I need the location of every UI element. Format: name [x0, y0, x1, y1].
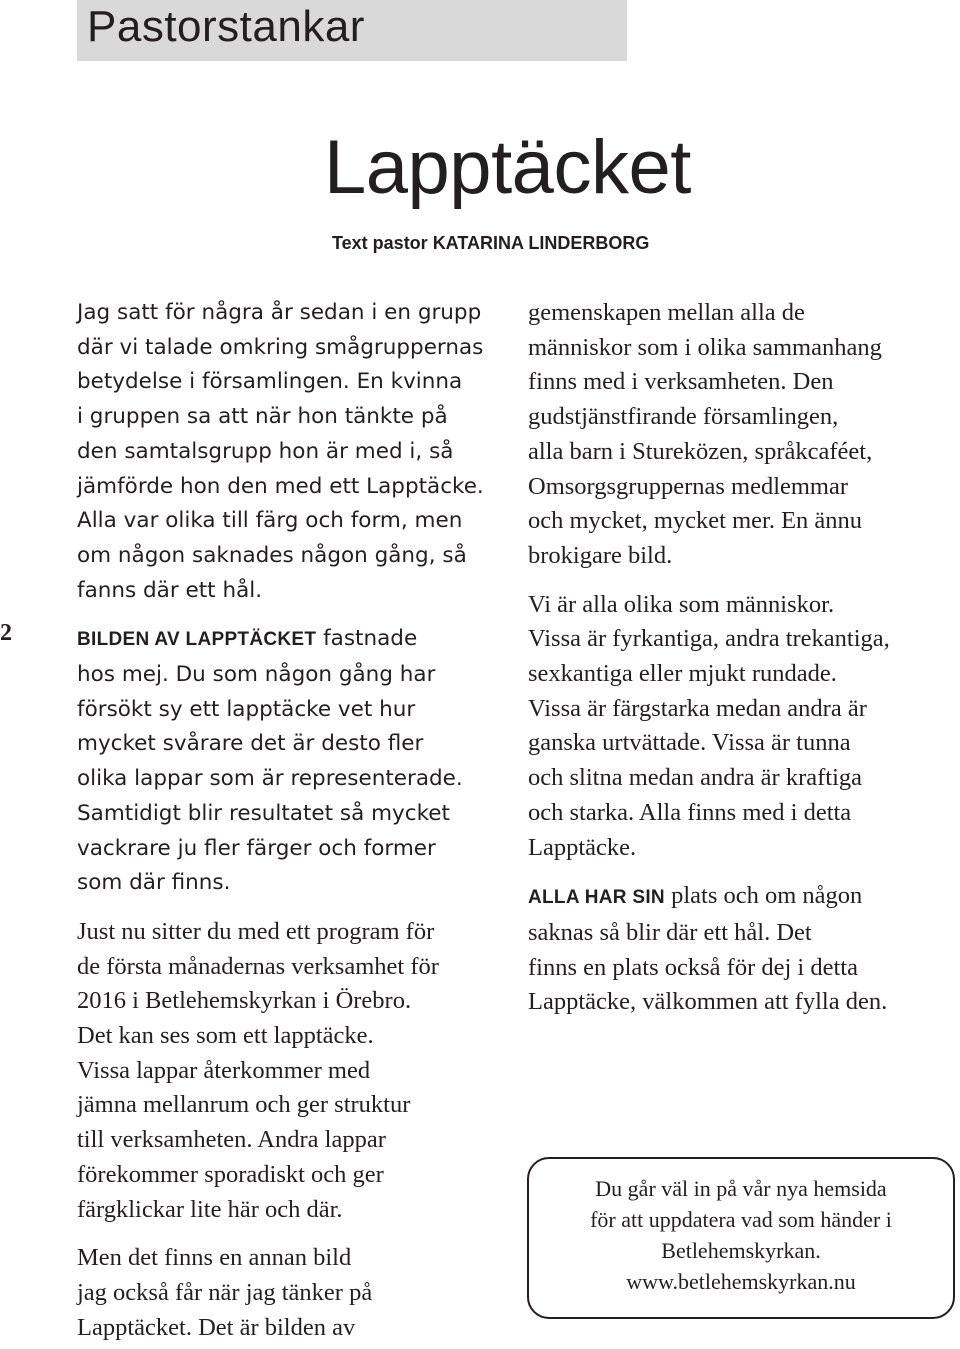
- paragraph-2-text: fastnade hos mej. Du som någon gång har försökt sy ett lapptäcke vet hur mycket svårare det är desto fler olika lappar som är representerade. Samtidigt blir resultatet så mycket vackrare ju fler färger och former som där finns.: [77, 626, 463, 896]
- paragraph-3: Just nu sitter du med ett program för de första månadernas verksamhet för 2016 i Betlehemskyrkan i Örebro. Det kan ses som ett lapptäcke. Vissa lappar återkommer med jämna mellanrum och ger struktur till verksamheten. Andra lappar förekommer sporadiskt och ger färgklickar lite här och där.: [77, 917, 439, 1223]
- paragraph-2: [77, 622, 517, 901]
- paragraph-7-text: plats och om någon saknas så blir där ett hål. Det finns en plats också för dej i detta Lapptäcke, välkommen att fylla den.: [528, 882, 888, 1016]
- website-notice-text: Du går väl in på vår nya hemsida för att uppdatera vad som händer i Betlehemskyrkan. www.betlehemskyrkan.nu: [590, 1176, 892, 1294]
- paragraph-1: Jag satt för några år sedan i en grupp där vi talade omkring smågruppernas betydelse i församlingen. En kvinna i gruppen sa att när hon tänkte på den samtalsgrupp hon är med i, så jämförde hon den med ett Lapptäcke. Alla var olika till färg och form, men om någon saknades någon gång, så fanns där ett hål.: [77, 300, 484, 603]
- lead-caps-text: BILDEN AV LAPPTÄCKET: [77, 629, 317, 651]
- paragraph-5: gemenskapen mellan alla de människor som i olika sammanhang finns med i verksamheten. Den gudstjänstfirande församlingen, alla barn i Stureközen, språkcaféet, Omsorgsgruppernas medlemmar och mycket, mycket mer. En ännu brokigare bild.: [528, 299, 882, 569]
- website-notice-box: [527, 1157, 955, 1319]
- paragraph-7: [528, 879, 960, 1020]
- paragraph-4: Men det finns en annan bild jag också får när jag tänker på Lapptäcket. Det är bilden av: [77, 1244, 373, 1341]
- page-number: 2: [0, 620, 12, 646]
- section-header-band: [77, 0, 627, 61]
- lead-caps-text: ALLA HAR SIN: [528, 887, 665, 909]
- section-header: Pastorstankar: [87, 2, 365, 51]
- right-column: [528, 296, 960, 1020]
- left-column: [77, 296, 517, 1345]
- paragraph-6: Vi är alla olika som människor. Vissa är fyrkantiga, andra trekantiga, sexkantiga eller mjukt rundade. Vissa är färgstarka medan andra är ganska urtvättade. Vissa är tunna och slitna medan andra är kraftiga och starka. Alla finns med i detta Lapptäcke.: [528, 590, 890, 861]
- article-title: Lapptäcket: [324, 125, 691, 210]
- byline: Text pastor KATARINA LINDERBORG: [332, 233, 650, 253]
